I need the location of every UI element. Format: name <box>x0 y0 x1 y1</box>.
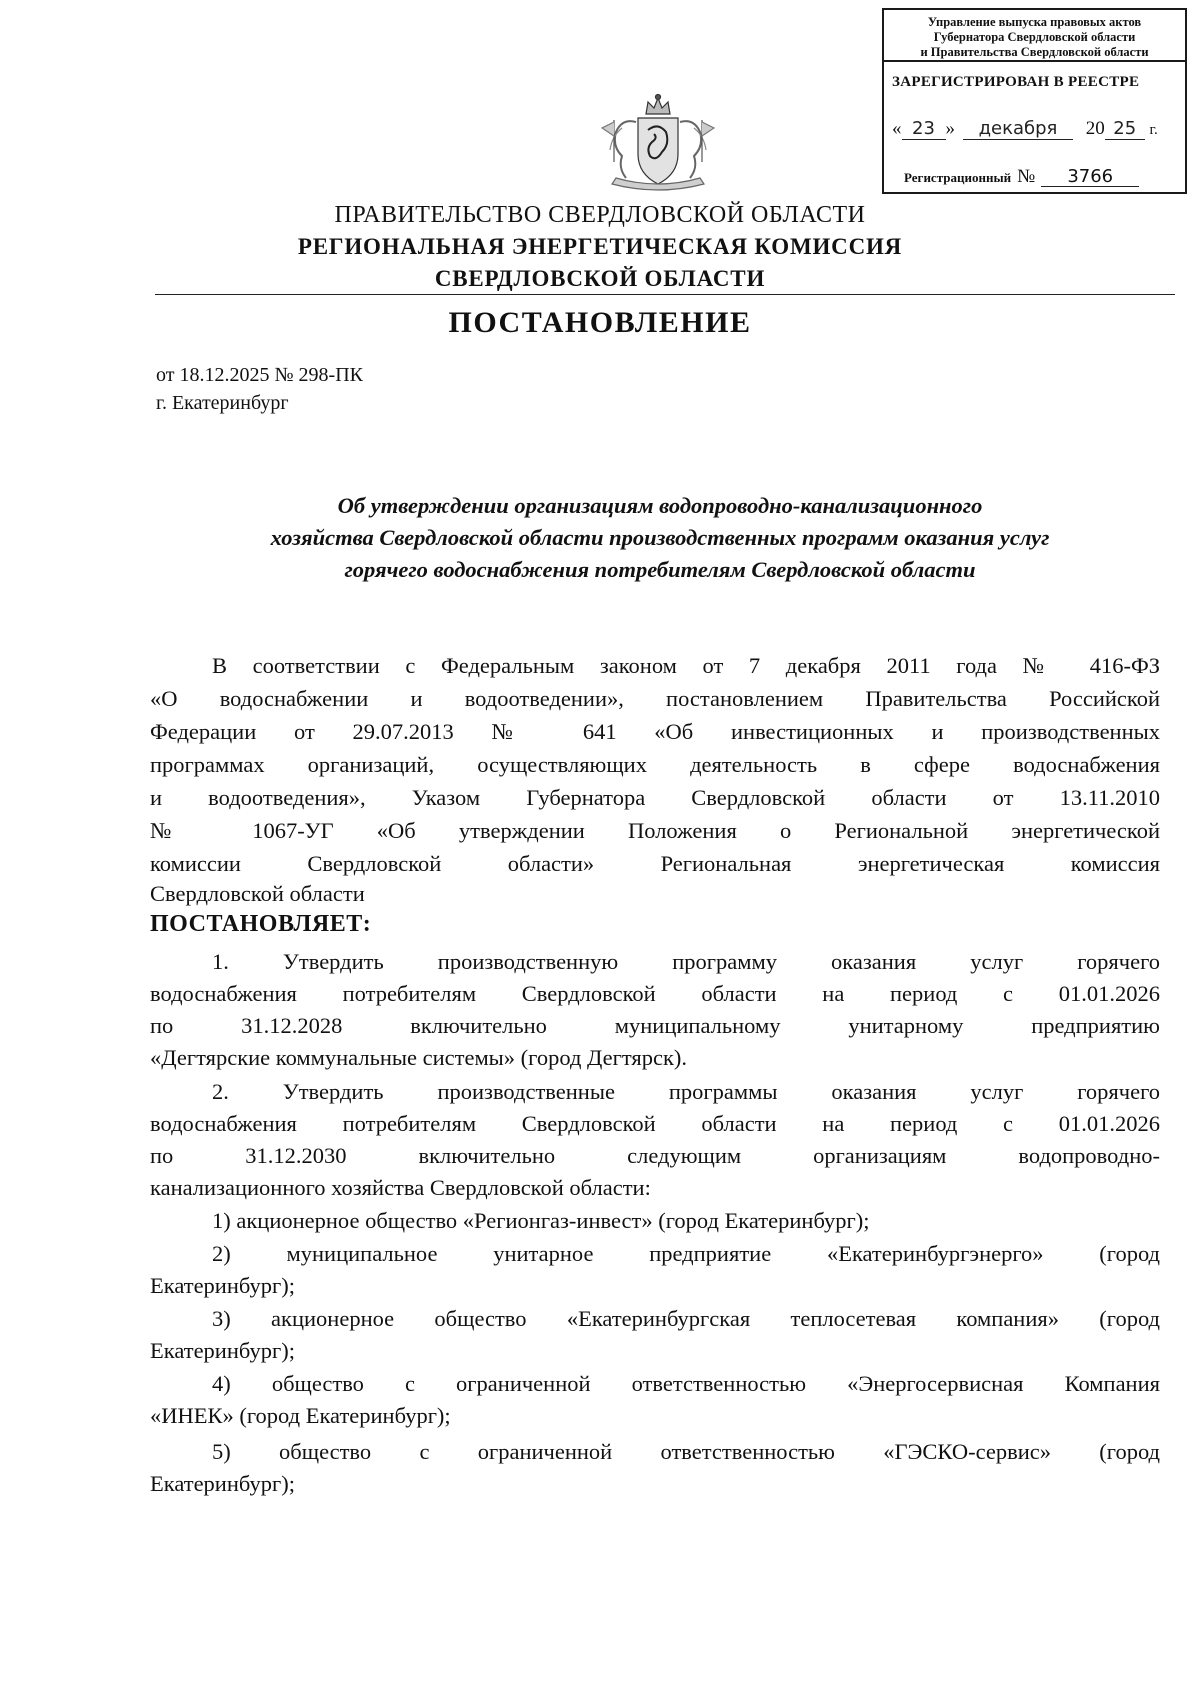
item2-line: канализационного хозяйства Свердловской области: <box>150 1175 651 1200</box>
item1-line: по 31.12.2028 включительно муниципальному унитарному предприятию <box>150 1013 1160 1038</box>
stamp-reg-label: Регистрационный <box>904 170 1012 185</box>
government-title: ПРАВИТЕЛЬСТВО СВЕРДЛОВСКОЙ ОБЛАСТИ <box>334 202 866 228</box>
stamp-header <box>884 10 1185 62</box>
preamble-line: Свердловской области <box>150 881 365 906</box>
stamp-reg-number-row <box>904 166 1139 188</box>
header-divider <box>155 294 1175 295</box>
item2-line: водоснабжения потребителям Свердловской области на период с 01.01.2026 <box>150 1111 1160 1136</box>
org-item-5-cont: Екатеринбург); <box>150 1471 295 1496</box>
org-item-4: 4) общество с ограниченной ответственностью «Энергосервисная Компания <box>212 1371 1160 1396</box>
org-item-2: 2) муниципальное унитарное предприятие «Екатеринбургэнерго» (город <box>212 1241 1160 1266</box>
preamble-line: Федерации от 29.07.2013 № 641 «Об инвестиционных и производственных <box>150 719 1160 744</box>
preamble-line: и водоотведения», Указом Губернатора Свердловской области от 13.11.2010 <box>150 785 1160 810</box>
preamble-line: «О водоснабжении и водоотведении», постановлением Правительства Российской <box>150 686 1160 711</box>
stamp-day: 23 <box>902 119 946 140</box>
document-title-line: горячего водоснабжения потребителям Свердловской области <box>344 557 976 582</box>
registration-stamp <box>882 8 1187 194</box>
stamp-header-line: и Правительства Свердловской области <box>920 45 1149 59</box>
preamble-line: № 1067-УГ «Об утверждении Положения о Региональной энергетической <box>150 818 1160 843</box>
stamp-registered-label: ЗАРЕГИСТРИРОВАН В РЕЕСТРЕ <box>892 74 1140 90</box>
stamp-header-line: Губернатора Свердловской области <box>933 30 1136 44</box>
document-city: г. Екатеринбург <box>156 392 289 414</box>
item1-line: 1. Утвердить производственную программу оказания услуг горячего <box>212 949 1160 974</box>
document-date-number: от 18.12.2025 № 298-ПК <box>156 364 364 386</box>
org-item-2-cont: Екатеринбург); <box>150 1273 295 1298</box>
stamp-reg-no-sign: № <box>1017 166 1036 187</box>
stamp-header-line: Управление выпуска правовых актов <box>927 15 1142 29</box>
document-type-title: ПОСТАНОВЛЕНИЕ <box>448 306 752 339</box>
document-title-line: хозяйства Свердловской области производственных программ оказания услуг <box>270 525 1050 550</box>
preamble-line: комиссии Свердловской области» Региональная энергетическая комиссия <box>150 851 1160 876</box>
resolves-heading: ПОСТАНОВЛЯЕТ: <box>150 911 372 937</box>
stamp-month: декабря <box>963 119 1073 140</box>
stamp-year-prefix: 20 <box>1085 118 1105 139</box>
date-quote-close: » <box>945 118 955 139</box>
item1-line: водоснабжения потребителям Свердловской области на период с 01.01.2026 <box>150 981 1160 1006</box>
date-quote-open: « <box>892 118 902 139</box>
preamble-line: В соответствии с Федеральным законом от 7 декабря 2011 года № 416-ФЗ <box>212 653 1160 678</box>
stamp-year-unit: г. <box>1149 122 1158 138</box>
stamp-year-suffix: 25 <box>1105 119 1145 140</box>
org-item-3-cont: Екатеринбург); <box>150 1338 295 1363</box>
stamp-reg-number: 3766 <box>1041 168 1139 187</box>
document-title-line: Об утверждении организациям водопроводно-канализационного <box>337 493 983 518</box>
coat-of-arms-emblem <box>592 92 724 196</box>
commission-title-line1: РЕГИОНАЛЬНАЯ ЭНЕРГЕТИЧЕСКАЯ КОМИССИЯ <box>297 234 903 259</box>
item2-line: по 31.12.2030 включительно следующим организациям водопроводно- <box>150 1143 1160 1168</box>
preamble-line: программах организаций, осуществляющих деятельность в сфере водоснабжения <box>150 752 1160 777</box>
item2-line: 2. Утвердить производственные программы оказания услуг горячего <box>212 1079 1160 1104</box>
commission-title-line2: СВЕРДЛОВСКОЙ ОБЛАСТИ <box>434 266 766 291</box>
org-item-3: 3) акционерное общество «Екатеринбургская теплосетевая компания» (город <box>212 1306 1160 1331</box>
stamp-date <box>892 118 1158 140</box>
org-item-5: 5) общество с ограниченной ответственностью «ГЭСКО-сервис» (город <box>212 1439 1160 1464</box>
item1-line: «Дегтярские коммунальные системы» (город Дегтярск). <box>150 1045 688 1070</box>
org-item-4-cont: «ИНЕК» (город Екатеринбург); <box>150 1403 451 1428</box>
org-item-1: 1) акционерное общество «Регионгаз-инвест» (город Екатеринбург); <box>212 1208 870 1233</box>
